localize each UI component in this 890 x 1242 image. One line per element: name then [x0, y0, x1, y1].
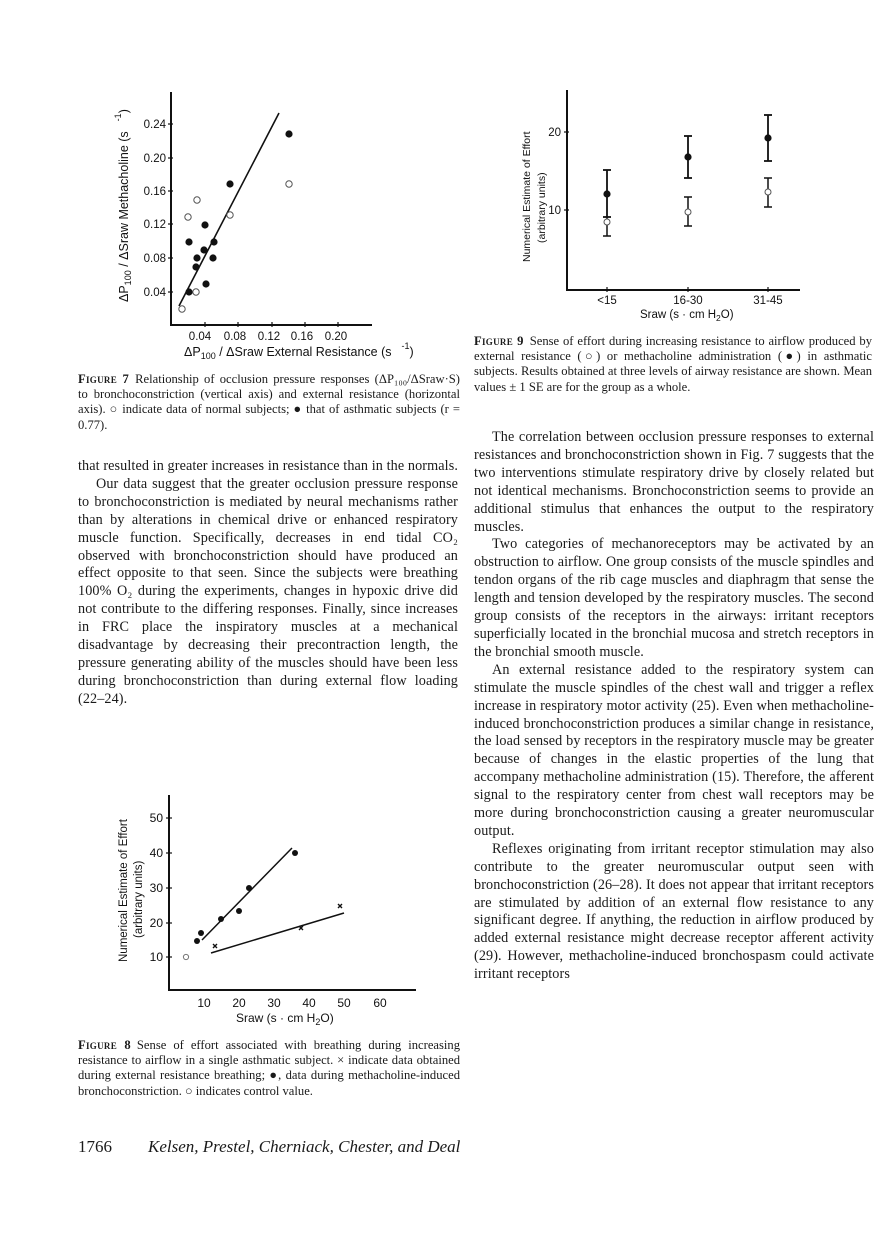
fig7-ytick: 0.04 [143, 287, 166, 299]
fig7-xtick: 0.12 [257, 331, 281, 343]
figure-7-scatter-plot [95, 80, 445, 365]
fig9-xtick: <15 [597, 295, 617, 307]
fig7-asthmatic-points [185, 130, 292, 295]
fig8-xtick: 60 [373, 996, 387, 1010]
fig9-xtick: 31-45 [753, 295, 783, 307]
fig7-normal-points [179, 181, 292, 312]
figure-7-label: Figure 7 [78, 372, 130, 386]
fig7-ytick: 0.20 [143, 153, 166, 165]
figure-9-label: Figure 9 [474, 334, 524, 348]
fig8-ytick: 20 [149, 916, 163, 930]
figure-8-caption-text: Sense of effort associated with breathing during increasing resistance to airflow in a single asthmatic subject. × indicate data obtained during external resistance breathing; ●, data during methacholine-induced bronchoconstriction. ○ indicates control value. [78, 1038, 461, 1098]
fig8-methacholine-fit-line [202, 848, 292, 940]
fig8-xtick: 20 [232, 996, 246, 1010]
fig8-xtick: 10 [197, 996, 211, 1010]
paragraph: that resulted in greater increases in resistance than in the normals. [78, 458, 458, 474]
fig8-external-resistance-fit-line [211, 913, 344, 953]
fig8-external-resistance-points [213, 904, 342, 948]
fig8-xtick: 30 [267, 996, 281, 1010]
fig7-xtick: 0.08 [223, 331, 247, 343]
fig8-control-point [183, 954, 188, 959]
fig7-xlabel: $\Delta P_{100}$ / ΔSraw External Resistance (s $^{-1}$) [184, 341, 414, 361]
paragraph: Two categories of mechanoreceptors may be activated by an obstruction to airflow. One group consists of the muscle spindles and tendon organs of the rib cage muscles and diaphragm that sense the length and tension developed by the respiratory muscles. The second group consists of the receptors in the airways: irritant receptors superficially located in the bronchial mucosa and stretch receptors in the bronchial smooth muscle. [474, 536, 874, 660]
fig9-ytick: 10 [548, 205, 561, 217]
figure-9-caption [474, 334, 872, 395]
fig8-ylabel: Numerical Estimate of Effort [118, 819, 130, 962]
fig9-ytick: 20 [548, 127, 561, 139]
paragraph: Our data suggest that the greater occlusion pressure response to bronchoconstriction is mediated by neural mechanisms rather than by alterations in chemical drive or enhanced respiratory muscle function. Specifically, decreases in end tidal CO₂ observed with bronchoconstriction should have produced an effect opposite to that seen. Since the subjects were breathing 100% O₂ during the experiments, changes in hypoxic drive did not contribute to the differing responses. Finally, since increases in FRC place the inspiratory muscles at a mechanical disadvantage by decreasing their precontraction length, the pressure generating ability of the muscles should have been less during bronchoconstriction than during external flow loading (22–24). [78, 475, 458, 707]
fig7-regression-line [179, 113, 279, 306]
fig8-ytick: 10 [149, 950, 163, 964]
fig8-ylabel-units: (arbitrary units) [133, 860, 145, 938]
page-number: 1766 [78, 1137, 112, 1156]
fig8-xtick: 50 [337, 996, 351, 1010]
figure-9-errorbar-plot [505, 80, 815, 325]
fig7-ytick: 0.16 [143, 186, 166, 198]
fig9-external-resistance-errorbars [603, 178, 772, 236]
running-authors: Kelsen, Prestel, Cherniack, Chester, and Deal [148, 1137, 461, 1156]
fig8-xtick: 40 [302, 996, 316, 1010]
left-column-body [78, 458, 458, 709]
figure-7-caption [78, 372, 460, 433]
fig7-ytick: 0.12 [143, 219, 166, 231]
figure-8-label: Figure 8 [78, 1038, 131, 1052]
fig8-methacholine-points [194, 850, 298, 944]
fig7-ytick: 0.24 [143, 119, 166, 131]
fig7-xtick: 0.20 [324, 331, 348, 343]
fig7-xtick: 0.16 [290, 331, 314, 343]
paragraph: Reflexes originating from irritant receptor stimulation may also contribute to the greater neuromuscular output seen with bronchoconstriction (26–28). It does not appear that irritant receptors are stimulated by addition of an external flow resistance to any significant degree. If anything, the reduction in airflow produced by added external resistance might decrease receptor afferent activity (29). However, methacholine-induced bronchospasm could activate irritant receptors [474, 840, 874, 983]
fig8-ytick: 50 [149, 811, 163, 825]
fig9-xlabel: Sraw (s · cm $H_2O$) [640, 309, 734, 323]
fig7-ytick: 0.08 [143, 253, 166, 265]
figure-8-scatter-plot [110, 790, 420, 1030]
fig9-ylabel: Numerical Estimate of Effort [521, 131, 533, 262]
fig9-xtick: 16-30 [673, 295, 703, 307]
fig8-xlabel: Sraw (s · cm $H_2O$) [236, 1011, 334, 1027]
fig9-ylabel-units: (arbitrary units) [536, 172, 548, 243]
page-footer [78, 1137, 460, 1157]
paragraph: An external resistance added to the respiratory system can stimulate the muscle spindles of the chest wall and trigger a reflex increase in respiratory motor activity (25). Even when methacholine-induced bronchoconstriction produces a similar change in resistance, the load sensed by receptors in the respiratory muscle may be greater because of changes in the elastic properties of the lung that accompany methacholine administration (15). Therefore, the afferent signal to the respiratory center from chest wall receptors may be more during bronchoconstriction causing a greater neuromuscular output. [474, 661, 874, 839]
fig7-xtick: 0.04 [188, 331, 212, 343]
figure-9-caption-text: Sense of effort during increasing resistance to airflow produced by external resistance (○) or methacholine administration (●) in asthmatic subjects. Results obtained at three levels of airway resistance are shown. Mean values ± 1 SE are for the group as a whole. [474, 334, 873, 394]
right-column-body [474, 429, 874, 984]
fig8-ytick: 40 [149, 846, 163, 860]
fig8-ytick: 30 [149, 881, 163, 895]
figure-8-caption [78, 1038, 460, 1099]
paragraph: The correlation between occlusion pressure responses to external resistances and bronchoconstriction shown in Fig. 7 suggests that the two interventions stimulate respiratory drive by closely related but not identical mechanisms. Bronchoconstriction seems to provide an additional stimulus that enhances the output to the respiratory muscles. [474, 429, 874, 535]
fig7-ylabel: $\Delta P_{100}$ / ΔSraw Methacholine $(s^{-1})$ [113, 109, 133, 302]
figure-7-caption-text: Relationship of occlusion pressure responses (ΔP₁₀₀/ΔSraw·S) to bronchoconstriction (vertical axis) and external resistance (horizontal axis). ○ indicate data of normal subjects; ● that of asthmatic subjects (r = 0.77). [78, 372, 461, 432]
